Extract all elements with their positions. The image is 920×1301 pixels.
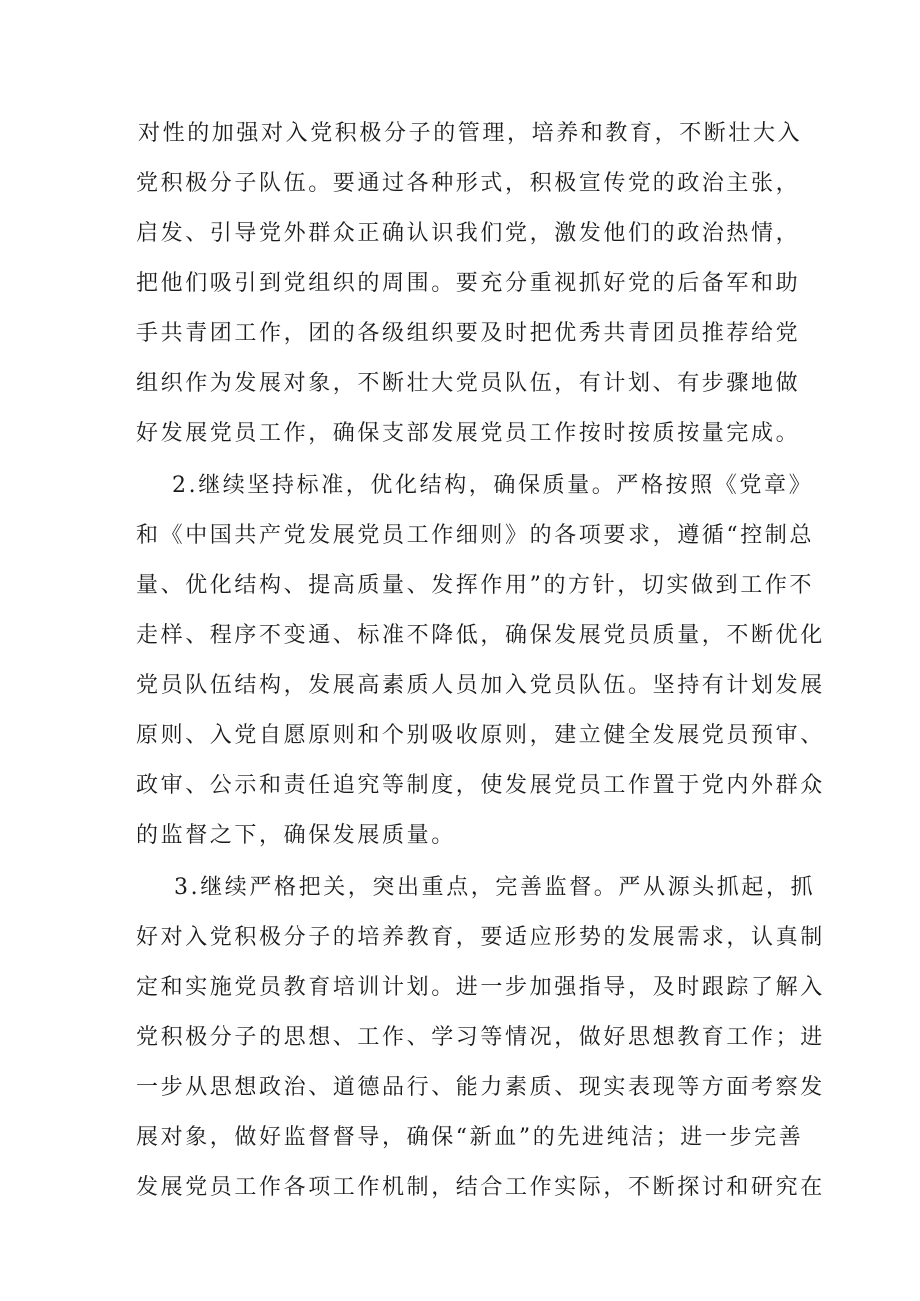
text-line: 把他们吸引到党组织的周围。要充分重视抓好党的后备军和助 xyxy=(136,271,801,296)
text-line: 政审、公示和责任追究等制度，使发展党员工作置于党内外群众 xyxy=(136,773,825,798)
text-line: 手共青团工作，团的各级组织要及时把优秀共青团员推荐给党 xyxy=(136,321,801,346)
text-line: 量、优化结构、提高质量、发挥作用”的方针，切实做到工作不 xyxy=(136,573,815,598)
text-line: 党积极分子的思想、工作、学习等情况，做好思想教育工作；进 xyxy=(136,1025,825,1050)
text-line: 的监督之下，确保发展质量。 xyxy=(136,823,456,848)
text-line: 一步从思想政治、道德品行、能力素质、现实表现等方面考察发 xyxy=(136,1075,825,1100)
text-line: 党积极分子队伍。要通过各种形式，积极宣传党的政治主张， xyxy=(136,171,801,196)
text-line: 原则、入党自愿原则和个别吸收原则，建立健全发展党员预审、 xyxy=(136,723,825,748)
text-line: 发展党员工作各项工作机制，结合工作实际，不断探讨和研究在 xyxy=(136,1175,825,1200)
text-line: 好发展党员工作，确保支部发展党员工作按时按质按量完成。 xyxy=(136,421,801,446)
text-line: 启发、引导党外群众正确认识我们党，激发他们的政治热情， xyxy=(136,221,801,246)
text-line: 和《中国共产党发展党员工作细则》的各项要求，遵循“控制总 xyxy=(136,523,815,548)
text-line: 党员队伍结构，发展高素质人员加入党员队伍。坚持有计划发展 xyxy=(136,673,825,698)
text-line: 2.继续坚持标准，优化结构，确保质量。严格按照《党章》 xyxy=(172,473,814,498)
text-line: 好对入党积极分子的培养教育，要适应形势的发展需求，认真制 xyxy=(136,925,825,950)
text-line: 定和实施党员教育培训计划。进一步加强指导，及时跟踪了解入 xyxy=(136,975,825,1000)
text-line: 组织作为发展对象，不断壮大党员队伍，有计划、有步骤地做 xyxy=(136,371,801,396)
text-line: 走样、程序不变通、标准不降低，确保发展党员质量，不断优化 xyxy=(136,623,825,648)
text-line: 展对象，做好监督督导，确保“新血”的先进纯洁；进一步完善 xyxy=(136,1125,804,1150)
text-line: 对性的加强对入党积极分子的管理，培养和教育，不断壮大入 xyxy=(138,121,803,146)
text-line: 3.继续严格把关，突出重点，完善监督。严从源头抓起，抓 xyxy=(174,875,816,900)
